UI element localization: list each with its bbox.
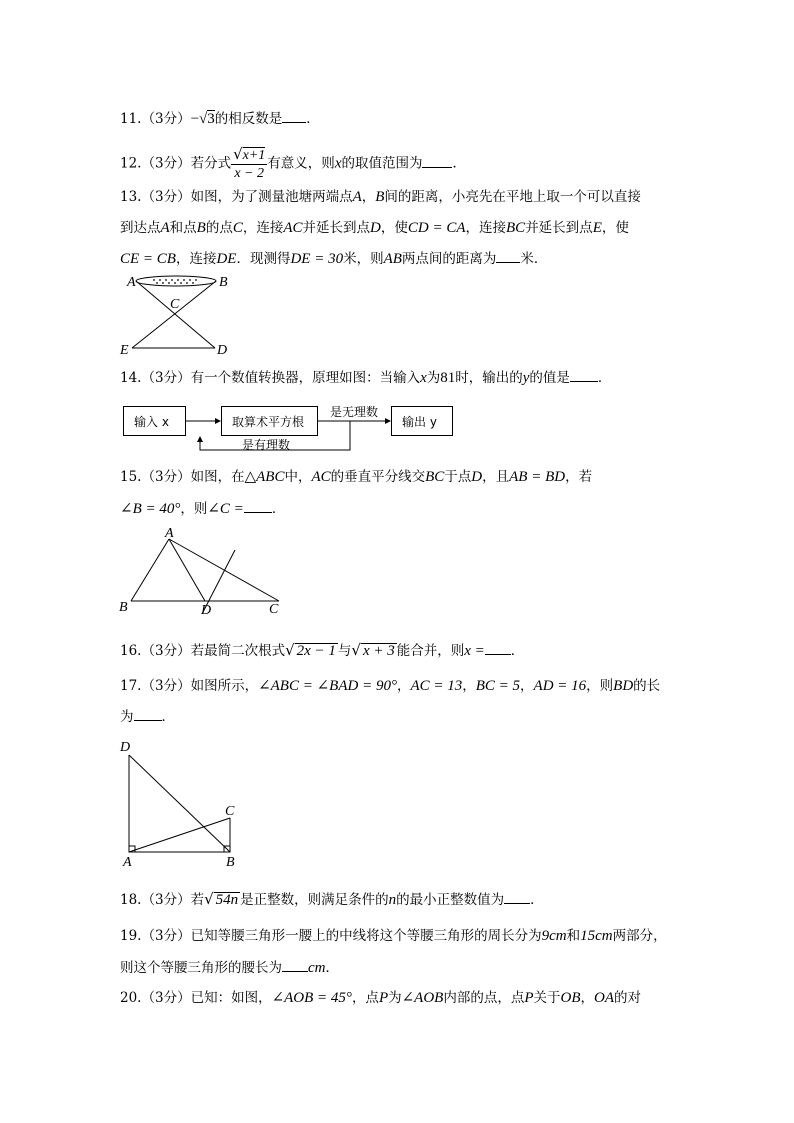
label-D: D (201, 603, 212, 618)
question-15: 15.（3分）如图，在△ABC中，AC的垂直平分线交BC于点D，且AB = BD，若 (120, 469, 593, 485)
answer-blank (422, 153, 452, 168)
fraction: $\frac{√x+1}{x - 2}$ (233, 145, 266, 181)
answer-blank (504, 889, 530, 904)
question-score: （3分） (141, 678, 191, 694)
label-D: D (120, 740, 131, 755)
answer-blank (485, 640, 511, 655)
question-score: （3分） (141, 928, 191, 944)
label-E: E (120, 343, 129, 358)
question-13-line-2: 到达点A和点B的点C，连接AC并延长到点D，使CD = CA，连接BC并延长到点E，使 (120, 220, 629, 236)
question-score: （3分） (141, 892, 191, 908)
question-number: 20. (120, 990, 142, 1006)
question-number: 12. (120, 155, 142, 172)
label-B: B (119, 600, 128, 615)
pond-ellipse (136, 276, 216, 286)
label-B: B (219, 275, 228, 290)
figure-right-triangles (117, 735, 247, 870)
label-C: C (225, 804, 235, 819)
question-number: 18. (120, 892, 142, 908)
question-number: 16. (120, 643, 142, 659)
label-A: A (165, 526, 174, 541)
pond-dots (153, 279, 197, 284)
question-score: （3分） (141, 990, 191, 1006)
flow-label-rational: 是有理数 (242, 438, 291, 452)
question-13-line-3: CE = CB，连接DE．现测得DE = 30米，则AB两点间的距离为 米． (120, 248, 680, 269)
label-B: B (226, 855, 235, 870)
question-score: （3分） (141, 155, 191, 172)
label-A: A (123, 855, 132, 870)
question-number: 15. (120, 469, 142, 485)
question-score: （3分） (141, 111, 191, 127)
answer-blank (134, 706, 162, 721)
question-11: 11.（3分）−√3的相反数是 ． (120, 108, 680, 129)
question-number: 19. (120, 928, 142, 944)
question-14: 14.（3分）有一个数值转换器，原理如图：当输入x为81时，输出的y的值是 ． (120, 367, 680, 388)
question-number: 13. (120, 189, 142, 205)
answer-blank (282, 108, 306, 123)
question-17: 17.（3分）如图所示，∠ABC = ∠BAD = 90°，AC = 13，BC = 5，AD = 16，则BD的长 (120, 678, 661, 694)
flow-output-box: 输出 y (391, 406, 453, 436)
question-16: 16.（3分）若最简二次根式√ 2x − 1 与√ x + 3 能合并，则x = ． (120, 641, 525, 659)
flow-input-box: 输入 x (123, 406, 186, 436)
math-expression: −√3 (190, 111, 215, 127)
question-number: 14. (120, 370, 142, 386)
question-number: 17. (120, 678, 142, 694)
flow-process-box: 取算术平方根 (221, 406, 318, 436)
label-A: A (127, 275, 136, 290)
answer-blank (496, 248, 520, 263)
question-18: 18.（3分）若√ 54n 是正整数，则满足条件的n的最小正整数值为 ． (120, 890, 544, 908)
question-19: 19.（3分）已知等腰三角形一腰上的中线将这个等腰三角形的周长分为9cm和15cm两部分， (120, 928, 667, 944)
answer-blank (282, 957, 308, 972)
figure-triangle-abc (117, 526, 287, 616)
question-score: （3分） (141, 370, 191, 386)
question-score: （3分） (141, 469, 191, 485)
label-C: C (269, 602, 279, 617)
question-score: （3分） (141, 643, 191, 659)
question-15-line-2: ∠B = 40°，则∠C = ． (120, 498, 680, 519)
label-C: C (170, 297, 180, 312)
question-17-line-2: 为 ． (120, 706, 680, 727)
question-number: 11. (120, 111, 142, 127)
question-score: （3分） (141, 189, 191, 205)
question-19-line-2: 则这个等腰三角形的腰长为 cm． (120, 957, 680, 978)
flow-label-irrational: 是无理数 (330, 405, 379, 419)
question-12: 12.（3分）若分式 $\frac{√x+1}{x - 2}$ 有意义，则x的取值范围为 ． (120, 145, 466, 181)
figure-pond (118, 270, 238, 360)
answer-blank (244, 498, 272, 513)
answer-blank (570, 367, 598, 382)
question-13: 13.（3分）如图，为了测量池塘两端点A，B间的距离，小亮先在平地上取一个可以直接 (120, 189, 641, 205)
question-20: 20.（3分）已知：如图，∠AOB = 45°，点P为∠AOB内部的点，点P关于OB，OA的对 (120, 990, 642, 1006)
label-D: D (217, 343, 228, 358)
